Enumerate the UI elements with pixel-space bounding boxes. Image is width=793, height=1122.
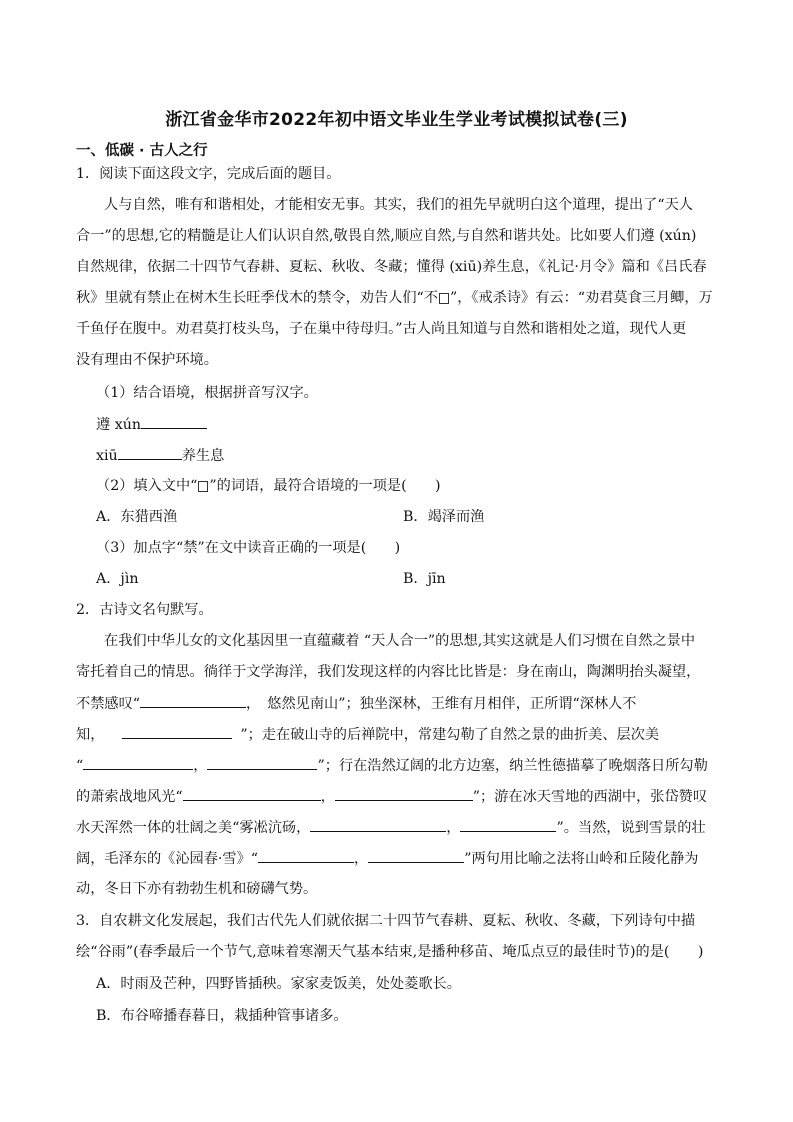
q1-sub3: （3）加点字“禁”在文中读音正确的一项是( ) — [96, 540, 401, 556]
q3-option-b[interactable]: B．布谷啼播春暮日，栽插种管事诸多。 — [96, 1008, 348, 1024]
text: 阔，毛泽东的《沁园春·雪》“ — [76, 851, 259, 867]
pinyin-label: xiū — [96, 448, 118, 464]
answer-blank[interactable] — [118, 445, 182, 460]
text: “ — [76, 758, 84, 774]
text: ”两句用比喻之法将山岭和丘陵化静为 — [464, 851, 699, 867]
section-heading: 一、低碳 · 古人之行 — [76, 143, 208, 159]
fill-in-box — [198, 481, 208, 492]
answer-blank[interactable] — [83, 755, 193, 770]
text: 不禁感叹“ — [76, 696, 141, 712]
answer-blank[interactable] — [183, 786, 321, 801]
q2-line — [76, 848, 698, 869]
text: 知， — [76, 727, 105, 743]
answer-blank[interactable] — [335, 786, 473, 801]
text: 的萧索战地风光“ — [76, 789, 183, 805]
q3-stem-line: 3．自农耕文化发展起，我们古代先人们就依据二十四节气春耕、夏耘、秋收、冬藏，下列诗句中描 — [76, 913, 696, 929]
text: ”。当然，说到雪景的壮 — [556, 820, 706, 836]
page-title: 浙江省金华市2022年初中语文毕业生学业考试模拟试卷(三) — [165, 110, 628, 130]
q3-stem-line: 绘“谷雨”(春季最后一个节气,意味着寒潮天气基本结束,是播种移苗、埯瓜点豆的最佳时节)的是( ) — [76, 944, 704, 960]
answer-blank[interactable] — [310, 817, 446, 832]
answer-blank[interactable] — [141, 414, 207, 429]
text: ， — [193, 758, 208, 774]
q2-line — [76, 817, 706, 838]
q1-sub3-option-b[interactable]: B．jīn — [403, 571, 446, 587]
q1-passage-line: 自然规律，依据二十四节气春耕、夏耘、秋收、冬藏；懂得 (xiū)养生息，《礼记·月令》篇和《吕氏春 — [76, 259, 707, 275]
q1-passage-line: 没有理由不保护环境。 — [76, 352, 218, 368]
answer-blank[interactable] — [122, 724, 232, 739]
answer-blank[interactable] — [460, 817, 556, 832]
fill-in-box — [439, 293, 449, 304]
q2-line — [76, 786, 707, 807]
q1-passage-line — [76, 288, 713, 308]
q2-line — [76, 755, 708, 776]
pinyin-label: 遵 xún — [96, 417, 141, 433]
q1-sub2 — [96, 476, 441, 496]
q1-sub3-option-a[interactable]: A．jìn — [96, 571, 139, 587]
question-text: ”的词语，最符合语境的一项是( ) — [209, 478, 441, 494]
q2-stem: 2．古诗文名句默写。 — [76, 602, 213, 618]
q1-passage-line: 千鱼仔在腹中。劝君莫打枝头鸟，子在巢中待母归。”古人尚且知道与自然和谐相处之道，现代人更 — [76, 321, 687, 337]
answer-blank[interactable] — [207, 755, 317, 770]
q1-passage-line: 合一”的思想,它的精髓是让人们认识自然,敬畏自然,顺应自然,与自然和谐共处。比如要人们遵 (xún) — [76, 228, 697, 244]
answer-blank[interactable] — [140, 693, 246, 708]
q1-sub1-b — [96, 445, 224, 466]
text: ”；行在浩然辽阔的北方边塞，纳兰性德描摹了晚烟落日所勾勒 — [317, 758, 708, 774]
q2-line — [76, 724, 659, 745]
q2-line: 在我们中华儿女的文化基因里一直蕴藏着 “天人合一”的思想,其实这就是人们习惯在自然之景中 — [104, 633, 696, 649]
text: ， — [446, 820, 461, 836]
question-text: （2）填入文中“ — [96, 478, 198, 494]
q1-sub1: （1）结合语境，根据拼音写汉字。 — [96, 385, 318, 401]
text: ”；走在破山寺的后禅院中，常建勾勒了自然之景的曲折美、层次美 — [240, 727, 660, 743]
answer-blank[interactable] — [368, 848, 464, 863]
word-suffix: 养生息 — [181, 448, 225, 464]
passage-text: ”，《戒杀诗》有云：“劝君莫食三月鲫，万 — [449, 290, 713, 306]
q2-line: 动，冬日下亦有勃勃生机和磅礴气势。 — [76, 881, 318, 897]
text: ， — [354, 851, 369, 867]
text: 水天浑然一体的壮阔之美“雾凇沆砀， — [76, 820, 311, 836]
passage-text: 秋》里就有禁止在树木生长旺季伐木的禁令，劝告人们“不 — [76, 290, 438, 306]
answer-blank[interactable] — [258, 848, 354, 863]
q1-sub2-option-a[interactable]: A．东猎西渔 — [96, 509, 178, 525]
text: ”；游在冰天雪地的西湖中，张岱赞叹 — [472, 789, 708, 805]
q1-sub2-option-b[interactable]: B．竭泽而渔 — [403, 509, 485, 525]
q2-line: 寄托着自己的情思。徜徉于文学海洋，我们发现这样的内容比比皆是：身在南山，陶渊明抬头凝望， — [76, 664, 701, 680]
q2-line — [76, 693, 637, 714]
text: ， 悠然见南山”；独坐深林，王维有月相伴，正所谓“深林人不 — [246, 696, 637, 712]
q1-passage-line: 人与自然，唯有和谐相处，才能相安无事。其实，我们的祖先早就明白这个道理，提出了“天人 — [104, 197, 693, 213]
text: ， — [320, 789, 335, 805]
q3-option-a[interactable]: A．时雨及芒种，四野皆插秧。家家麦饭美，处处菱歌长。 — [96, 976, 461, 992]
q1-stem: 1．阅读下面这段文字，完成后面的题目。 — [76, 166, 341, 182]
q1-sub1-a — [96, 414, 207, 435]
